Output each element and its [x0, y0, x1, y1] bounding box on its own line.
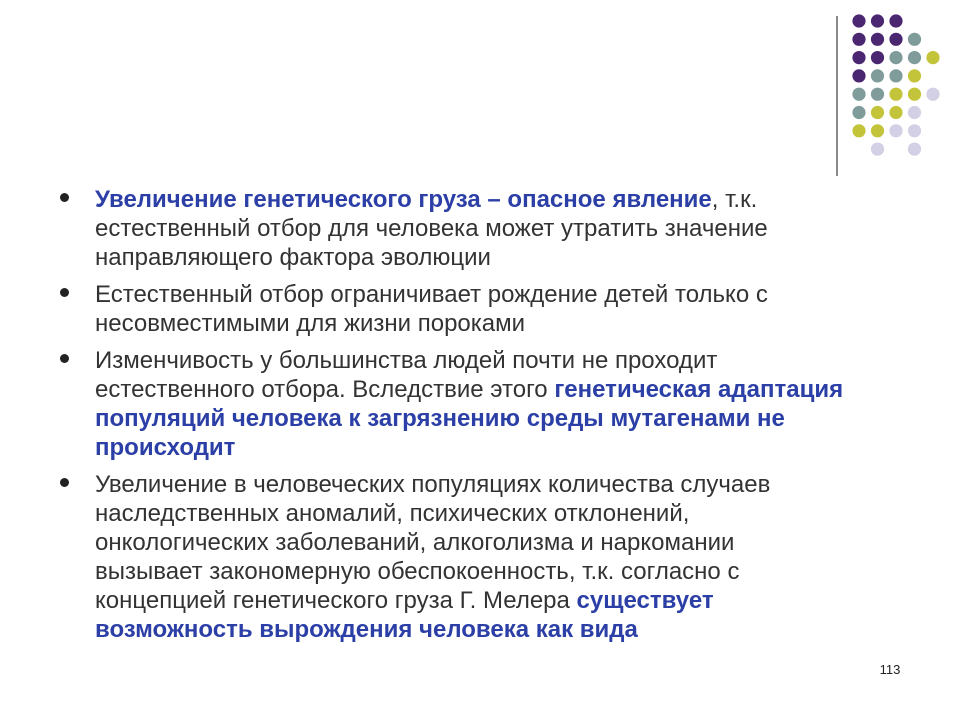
decorative-dot — [852, 33, 865, 46]
decorative-dot — [852, 51, 865, 64]
decorative-dot — [889, 33, 902, 46]
decorative-dot — [871, 143, 884, 156]
bullet-icon — [60, 478, 69, 487]
bullet-list — [58, 185, 848, 652]
body-text: Увеличение в человеческих популяциях количества случаев наследственных аномалий, психических отклонений, онкологических заболеваний, алкоголизма и наркомании вызывает закономерную обеспокоенность, т.к. согласно с концепцией генетического груза Г. Мелера — [95, 471, 771, 614]
highlight-text: генетическая адаптация популяций человека к загрязнению среды мутагенами не происходит — [95, 376, 844, 461]
bullet-icon — [60, 193, 69, 202]
decorative-dot — [871, 88, 884, 101]
decorative-dot — [871, 33, 884, 46]
decorative-dot — [889, 14, 902, 27]
list-item — [58, 280, 848, 338]
decorative-dot — [889, 124, 902, 137]
page-number: 113 — [879, 662, 901, 677]
decorative-dot — [926, 88, 939, 101]
decorative-dot — [852, 14, 865, 27]
decorative-dot — [908, 33, 921, 46]
body-text: , т.к. естественный отбор для человека может утратить значение направляющего фактора эволюции — [95, 186, 768, 271]
list-item — [58, 185, 848, 272]
decorative-dot — [889, 51, 902, 64]
list-item — [58, 346, 848, 462]
decorative-dot — [871, 51, 884, 64]
body-text: Естественный отбор ограничивает рождение детей только с несовместимыми для жизни пороками — [95, 281, 768, 337]
decorative-dot — [908, 51, 921, 64]
decorative-dot — [852, 124, 865, 137]
decorative-dot — [889, 106, 902, 119]
bullet-icon — [60, 288, 69, 297]
decorative-dot — [908, 124, 921, 137]
decorative-dot — [889, 88, 902, 101]
decorative-dot — [871, 124, 884, 137]
bullet-icon — [60, 354, 69, 363]
decorative-dot — [926, 51, 939, 64]
decorative-dot-grid — [0, 0, 960, 200]
highlight-text: Увеличение генетического груза – опасное явление — [95, 186, 712, 213]
decorative-dot — [871, 14, 884, 27]
decorative-dot — [852, 69, 865, 82]
decorative-dot — [908, 106, 921, 119]
highlight-text: существует возможность вырождения человека как вида — [95, 587, 714, 643]
body-text: Изменчивость у большинства людей почти не проходит естественного отбора. Вследствие этого — [95, 347, 718, 403]
list-item — [58, 470, 848, 644]
decorative-dot — [908, 69, 921, 82]
decorative-dot — [871, 106, 884, 119]
decorative-dot — [889, 69, 902, 82]
decorative-dot — [852, 106, 865, 119]
decorative-dot — [871, 69, 884, 82]
divider-line — [836, 16, 838, 176]
decorative-dot — [908, 88, 921, 101]
decorative-dot — [852, 88, 865, 101]
decorative-dot — [908, 143, 921, 156]
